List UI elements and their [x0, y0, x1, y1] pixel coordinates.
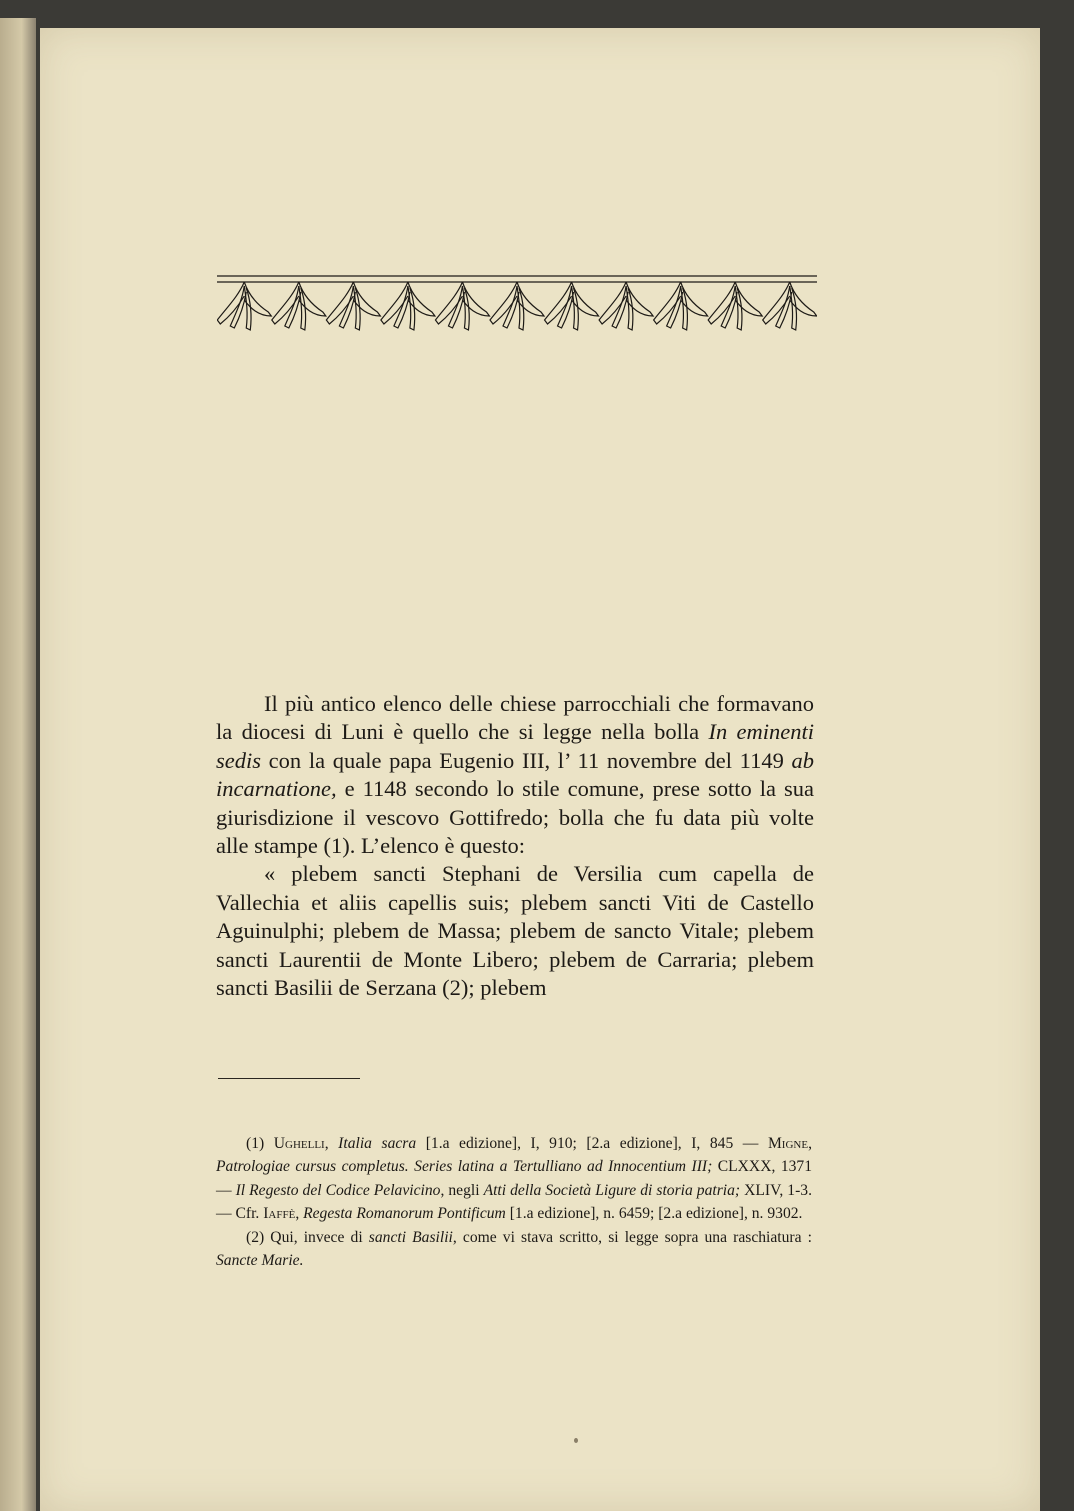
book-page: [40, 28, 1040, 1511]
ornament-motif: [326, 282, 380, 330]
sancte-marie: Sancte Marie.: [216, 1252, 304, 1270]
footnote-rule: [218, 1078, 360, 1079]
title-patrologiae: Patrologiae cursus completus. Series latina a Tertulliano ad Innocentium III;: [216, 1158, 713, 1176]
footnote-1-text-h: [1.a edizione], n. 6459; [2.a edizione], n. 9302.: [505, 1205, 803, 1223]
footnote-1-number: (1): [246, 1135, 274, 1152]
author-ughelli: Ughelli: [273, 1135, 325, 1152]
footnote-2: [216, 1226, 812, 1273]
ornament-motif: [599, 282, 653, 330]
ornament-motif: [435, 282, 489, 330]
ornament-motif: [381, 282, 435, 330]
paragraph-1-text-a: Il più antico elenco delle chiese parrocchiali che formavano la diocesi di Luni è quello che si legge nella bolla: [216, 691, 814, 745]
main-text: [216, 690, 814, 1002]
footnote-1: [216, 1132, 812, 1226]
footnotes: [216, 1132, 812, 1272]
ornament-motif: [272, 282, 326, 330]
footnote-1-text-e: , negli: [440, 1181, 484, 1199]
title-atti: Atti della Società Ligure di storia patria;: [483, 1181, 741, 1199]
title-regesto: Il Regesto del Codice Pelavicino: [235, 1181, 441, 1199]
paragraph-2: « plebem sancti Stephani de Versilia cum capella de Vallechia et aliis capellis suis; plebem sancti Viti de Castello Aguinulphi; plebem de Massa; plebem de sancto Vitale; plebem sancti Laurentii de Monte Libero; plebem de Carraria; plebem sancti Basilii de Serzana (2); plebem: [216, 861, 814, 1001]
footnote-1-text-d: CLXXX, 1371 —: [216, 1158, 813, 1199]
footnote-1-sep-a: ,: [324, 1135, 339, 1152]
paragraph-1-text-c: e 1148 secondo lo stile comune, prese sotto la sua giurisdizione il vescovo Gottifredo; bolla che fu data più volte alle stampe (1). L’elenco è questo:: [216, 776, 814, 859]
paragraph-1-text-b: con la quale papa Eugenio III, l’ 11 novembre del 1149: [261, 747, 792, 773]
footnote-1-text-b: [1.a edizione], I, 910; [2.a edizione], I, 845 —: [416, 1135, 768, 1152]
ornament-motif: [654, 282, 708, 330]
ornament-motif: [763, 282, 817, 330]
paragraph-1: [216, 690, 814, 860]
sancti-basilii: sancti Basilii: [368, 1228, 453, 1246]
ab-incarnatione: ab incarnatione,: [216, 747, 814, 802]
footnote-1-sep-c: ,: [808, 1135, 812, 1152]
footnote-1-text-f: XLIV, 1-3. — Cfr.: [216, 1181, 812, 1223]
ornamental-headpiece: [217, 246, 817, 341]
title-regesta: Regesta Romanorum Pontificum: [303, 1205, 506, 1223]
bull-title: In eminenti sedis: [216, 719, 814, 773]
author-migne: Migne: [767, 1135, 809, 1152]
footnote-2-text: (2) Qui, invece di: [246, 1228, 369, 1246]
ornament-motif: [545, 282, 599, 330]
footnote-1-sep-g: ,: [295, 1205, 304, 1223]
adjacent-page-edge: [0, 18, 36, 1511]
ornament-motif: [217, 282, 271, 330]
ornament-motif: [490, 282, 544, 330]
paper-speck: [574, 1438, 578, 1443]
footnote-2-text-a: , come vi stava scritto, si legge sopra una raschiatura :: [452, 1228, 812, 1246]
author-iaffe: Iaffè: [263, 1205, 296, 1223]
ornament-motif: [708, 282, 762, 330]
title-italia-sacra: Italia sacra: [338, 1135, 417, 1152]
